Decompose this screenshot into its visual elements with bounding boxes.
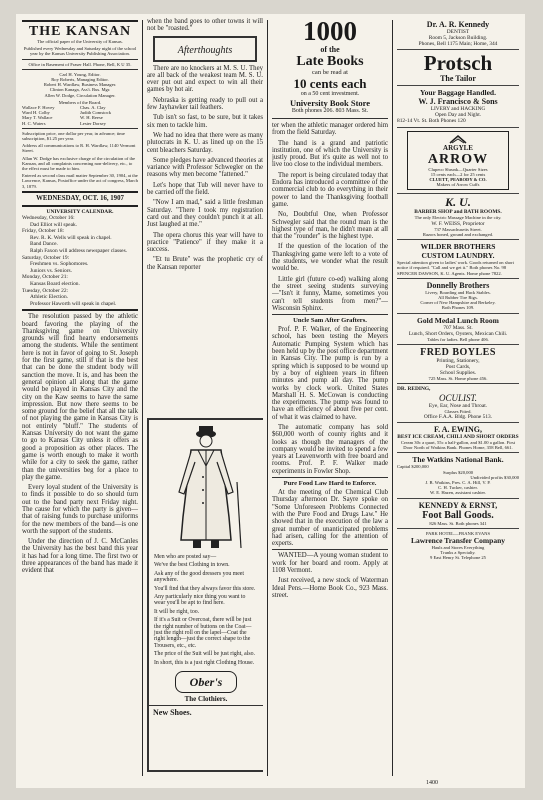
staff-3: Clinton Kanaga, Ass't. Bus. Mgr. [49,87,111,93]
boyles-line: Printing, Stationery, [436,357,480,364]
ewing-line: BEST ICE CREAM, CHILI AND SHORT ORDERS [397,433,519,440]
published-note: Published every Wednesday and Saturday night of the school year by the Kansas University Publishing Association. [23,46,137,57]
afterthought-para: If the question of the location of the Thanksgiving game were left to a vote of the students, we wonder what the result would be. [272,243,388,273]
headline-pure-food: Pure Food Law Hard to Enforce. [283,480,377,488]
ad-line: on a 50 cent investment. [300,91,360,97]
board-member: Ward H. Colby [22,110,50,116]
column-rule [142,20,143,776]
calendar-title: UNIVERSITY CALENDAR. [46,208,114,215]
obers-ad [147,418,263,772]
livery-line: LIVERY and HACKING [430,106,486,113]
ku-logo: K. U. [445,195,471,210]
staff-2: Robert H. Wardlaw, Business Manager. [43,82,117,88]
reding-line: Eye, Ear, Nose and Throat. [428,402,488,409]
watkins-surplus: Surplus $20,000 [442,469,474,475]
circulation-notice: Allan W. Dodge has exclusive charge of the circulation of the Kansan, and all complaints concerning non-delivery, etc., to the effect must be made to him. [22,155,136,172]
dentist-title: DENTIST [446,29,470,35]
donnelly-name: Donnelly Brothers [426,280,490,290]
ad-line: 10 cents each [293,76,367,91]
arrow-box [407,131,509,191]
transfer-phone: 9 East Henry St. Telephone 25 [430,555,486,561]
article-pure-food: At the meeting of the Chemical Club Thursday afternoon Dr. Sayre spoke on "Some Unforeseen Problems Connected with the Pure Food and Drugs Law." He showed that in the execution of the law a great number of unanticipated problems had arisen, calling for the attention of experts. [272,489,388,548]
editorial-band-party: Every loyal student of the University is to finds it possible to do so should turn out to the band party next Friday night. The cause for which the party is given—that of raising funds to purchase uniforms for the new members of the band—is one worth the support of the students. [22,484,138,535]
watkins-assistant: W. E. Hazen, assistant cashier. [430,490,486,496]
watkins-name: The Watkins National Bank. [412,455,504,465]
store-phone: Both phones 206. 803 Mass. St. [291,108,369,114]
afterthought-para: The hand is a grand and patriotic institution, one of which the University is justly proud. But it's quite as well not to live too close to the individual members. [272,139,388,169]
calendar-list [22,215,138,307]
pens-notice: Just received, a new stock of Waterman Ideal Pens.—Home Book Co., 923 Mass. street. [272,577,388,599]
calendar-entry: Athletic Election. [30,294,69,301]
board-member: Mary T. Wallace [22,115,53,121]
afterthought-para: Let's hope that Tub will never have to be carried off the field. [147,181,263,197]
gold-medal-ad [397,314,519,345]
boyles-line: Post Cards, [445,364,471,371]
store-name: University Book Store [289,98,371,108]
transfer-line: Hauls and Stores Everything [431,545,485,551]
laundry-title: CUSTOM LAUNDRY. [421,251,495,261]
afterthought-para: There are no knockers at M. S. U. They are all back of the weakest team M. S. U. ever put out and expect to win all their games by hot air. [147,64,263,94]
newspaper-page [16,14,525,788]
article-grafters: Prof. P. F. Walker, of the Engineering school, has been testing the Meyers Automatic Pumping System which has been held up by the post office department in Kansas City. The pump is run by a spring which is supposed to be wound up by a boy of eighteen years in fifteen minutes and pump all day. The pump works by clock work. United States Marshall H. S. McCowan is conducting the experiments. The pump was found to have an efficiency of about five per cent. of what it was claimed to have. [272,326,388,421]
issue-date: WEDNESDAY, OCT. 16, 1907 [36,194,124,202]
calendar-entry: Rev. R. K. Wells will speak in chapel. [30,234,112,241]
calendar-entry: Freshmen vs. Sophomores. [30,261,89,268]
reding-name: DR. REDING, [397,386,431,393]
ad-line: You'll find that they always favor this store. [154,585,256,592]
calendar-entry: Monday, October 21: [22,274,68,281]
boyles-phone: 725 Mass. St. Home phone 456. [428,376,488,382]
masthead-subtitle: The official paper of the University of Kansas. [37,39,123,44]
arrow-brand: ARROW [427,151,489,167]
masthead: THE KANSAN [28,24,132,39]
protsch-ad [397,50,519,86]
ad-copy [149,552,263,668]
livery-phone: 812-14 Vt. St. Both Phones 120 [397,118,466,125]
top-rule [22,20,138,22]
board-member: Chas. A. Clay [80,105,106,111]
dentist-phone: Phones, Bell 1175 Main; Home, 344 [418,41,498,48]
calendar-entry: Ralph Faxon will address newspaper classes. [30,247,128,254]
oculist-label: OCULIST. [438,392,478,403]
ad-line: It will be right, too. [154,608,200,615]
calendar-entry: Dad Elliot will speak. [30,221,78,228]
column-rule [267,20,268,776]
transfer-line: Trunks a Specialty. [440,550,476,556]
article-grafters-2: The automatic company has sold $60,000 worth of county rights and it looks as though the managers of the company would be invited to spend a few years at Leavenworth with free board and rooms. Prof. P. F. Walker made experiments in Fowler Shop. [272,423,388,475]
column-rule [392,20,393,776]
transfer-names: PARK HOTEL—FRANK EVANS [425,530,491,536]
afterthought-para: Some pledges have advanced theories at variance with Professor Schwegler on the reasons why men become "fattened." [147,156,263,179]
afterthought-para: We had no idea that there were as many plutocrats in K. U. as lined up on the 15 cent bleachers Saturday. [147,131,263,154]
ad-line: Late Books [296,54,364,69]
collar-icon [448,134,468,144]
boyles-line: School Supplies. [439,370,477,377]
ad-line: Ask any of the good dressers you meet anywhere. [154,570,244,584]
staff-1: Roy Roberts, Managing Editor. [51,77,109,83]
watkins-officers: J. B. Watkins, Pres. C. A. Hill, V. P. [425,480,491,486]
new-shoes: New Shoes. [153,708,192,718]
board-title: Members of the Board. [58,99,102,105]
ewing-details: Cream 30c a quart, 55c a half-gallon, and $1.00 a gallon. First Door North of Watkins Bank. Phones Home, 358 Bell, 661. [400,440,516,451]
wilder-brothers: WILDER BROTHERS [420,242,496,252]
reding-ad [397,384,519,422]
calendar-entry: Kansas Board election. [30,280,80,287]
afterthought-para: Tub isn't so fast, to be sure, but it takes six men to tackle him. [147,114,263,129]
boyles-ad [397,345,519,384]
calendar-entry: Band Dance. [30,241,58,248]
page-number: 1400 [426,779,438,786]
calendar-entry: Saturday, October 19: [22,254,70,261]
boyles-name: FRED BOYLES [420,346,496,358]
watkins-capital: Capital $200,000 [397,464,429,470]
barber-line: The only Electric Massage Machine in the city. [414,215,502,221]
reding-office: Office F.A.A. Bldg. Phone 513. [423,413,493,420]
arrow-maker-2: Makers of Arrow Cuffs [436,182,480,188]
gold-medal-name: Gold Medal Lunch Room [417,315,499,325]
donnelly-line: Both Phones 109. [441,305,475,311]
ad-line: can be read at [312,69,348,76]
office-note: Office in Basement of Fraser Hall. Phone, Bell, K U 35. [28,61,132,67]
ad-line: If it's a Suit or Overcoat, there will be just the right number of buttons on the Coat—just the right roll on the lapel—Coat the right length—just the correct shape to the Trousers, etc., etc. [154,617,252,649]
address-note: Address all communications to R. H. Wardlaw, 1140 Vermont Street. [22,143,136,154]
overcoat-man-illustration [151,422,261,552]
dentist-address: Room 5, Jackson Building. [428,35,488,42]
afterthought-para: Nebraska is getting ready to pull out a few Jayhawker tail feathers. [147,96,263,112]
calendar-entry: Wednesday, October 16: [22,214,75,221]
entered-note: Entered as second class mail matter September 30, 1904, at the Lawrence, Kansas, Postoffice under the act of congress, March 3, 1879. [22,173,138,189]
protsch-name: Protsch [423,51,493,76]
donnelly-line: Livery, Boarding and Hack Stables. [425,289,491,295]
column-4-ads [397,18,519,778]
football-goods: Foot Ball Goods. [422,509,494,521]
livery-ad [397,86,519,127]
ad-line: The price of the Suit will be just right, also. [154,651,255,658]
subscription-note: Subscription price, one dollar per year, in advance; time subscription, $1.25 per year. [22,130,125,142]
laundry-ad [397,240,519,279]
book-store-ad [272,18,388,119]
barber-razors: Razors honed, ground and exchanged. [422,231,494,237]
argyle-label: ARGYLE [443,143,473,152]
barber-address: 737 Massachusetts Street. [434,226,482,232]
ad-line: Men who are posted say— [154,554,217,560]
calendar-entry: Juniors vs. Seniors. [30,267,72,274]
column-3 [272,18,388,778]
donnelly-line: All Rubber Tire Rigs. [438,294,478,300]
board-member: Lester Dorsey [80,120,106,126]
editorial-thanksgiving: The resolution passed by the athletic board favoring the playing of the Thanksgiving game on University grounds will find hearty endorsements among the students. While the sentiment here is not in favor of going to St. Joseph for the first game, still if that is the best that can be done the student body will sanction the move. It is, and has been the general opinion all along that the game would be played in Kansas City and the city on the Kaw seems to have the same impression. But now there seems to be some ground for the belief that all the talk of not playing the game in Kansas City is not entirely "bluff." The students of Kansas University do not want the game to go to Kansas City unless it offers as good a proposition as other places. The game is worth enough to make it worth while for a city to seek the game, rather than the universities beg for a place to play the game. [22,313,138,481]
open-line: Open Day and Night. [434,112,482,119]
reding-line: Glasses Fitted. [444,408,472,414]
watkins-cashier: C. H. Tucker, cashier. [438,485,478,491]
afterthought-para: ter when the athletic manager ordered him from the field Saturday. [272,122,388,137]
gold-medal-address: 707 Mass. St. [443,324,473,331]
baggage-line: Your Baggage Handled. [420,88,496,98]
continued-text: when the band goes to other towns it will not be "roasted." [147,18,263,33]
afterthought-para: Little girl (future co-ed) walking along the street seeing students surveying—"Isn't it funny, Mame, sometimes you can't tell students from men?"—Wisconsin Sphinx. [272,275,388,312]
barber-title: BARBER SHOP and BATH ROOMS. [414,209,502,216]
ad-line: In short, this is a just right Clothing House. [154,659,255,666]
dentist-name: Dr. A. R. Kennedy [426,20,490,29]
barber-proprietor: W. F. WEISS, Proprietor [431,220,485,227]
column-2 [147,18,263,778]
calendar-entry: Friday, October 18: [22,228,65,235]
kennedy-dentist-ad [397,18,519,50]
calendar-entry: Professor Haworth will speak in chapel. [30,300,117,307]
kennedy-ernst-phone: 826 Mass. St. Both phones 341 [429,520,487,526]
editorial-band: Under the direction of J. C. McCanles the University has the best band this year it has had for a long time. The first two or three appearances of the band has made it evident that [22,538,138,575]
ad-line: of the [320,45,340,54]
wanted-notice: WANTED—A young woman student to work for her board and room. Apply at 1108 Vermont. [272,552,388,575]
gold-medal-phone: Tables for ladies. Bell phone 406. [427,336,489,342]
board-member: Judith Comstock [80,110,112,116]
board-grid [22,105,138,126]
afterthoughts-title: Afterthoughts [177,44,233,56]
transfer-ad [397,529,519,563]
afterthoughts-heading [153,36,257,62]
staff-4: Allen W. Dodge, Circulation Manager. [44,92,116,98]
arrow-subtitle: Clupeco Shrunk—Quarter Sizes [428,166,488,172]
editor-line: Carl H. Young, Editor. [59,71,101,77]
laundry-text: Special attention given to ladies' work. Goods returned on short notice if required. "Call and we get it." Both phones No. 98 SPENCER DAWSON, K. U. Agents. Home phone 7822. [397,260,514,276]
afterthought-para: "Et tu Brute" was the prophetic cry of the Kansan reporter [147,256,263,271]
arrow-collar-ad [397,128,519,195]
kennedy-ernst-name: KENNEDY & ERNST, [418,500,498,510]
headline-grafters: Uncle Sam After Grafters. [293,317,367,325]
obers-brand: Ober's [189,675,223,690]
watkins-bank-ad [397,453,519,498]
watkins-profits: Undivided profits $30,000 [470,474,519,480]
donnelly-line: Corner of New Hampshire and Berkeley. [420,300,496,306]
barber-ad [397,194,519,240]
gold-medal-menu: Lunch, Short Orders, Oysters, Mexican Chili. [408,330,508,337]
ad-line: We've the best Clothing in town. [154,562,230,569]
afterthought-para: "Now I am mad," said a little freshman Saturday. "There I took my registration card out and they couldn't punch it at all. Just laughed at me." [147,199,263,229]
arrow-maker: CLUETT, PEABODY & CO. [429,176,487,182]
protsch-subtitle: The Tailor [440,74,476,84]
board-member: H. C. Waters [22,120,46,126]
afterthought-para: No, Doubtful One, when Professor Schwegler said that the round man is the highest type of man, he didn't mean at all that the "rounder" is the highest type. [272,211,388,241]
francisco-sons: W. J. Francisco & Sons [418,97,498,107]
donnelly-ad [397,279,519,314]
kennedy-ernst-ad [397,499,519,529]
obers-subtitle: The Clothiers. [184,695,228,704]
afterthought-para: The report is being circulated today that Endora has introduced a committee of the commercial club to do everything in their power to land the Thanksgiving football game. [272,171,388,208]
ewing-name: F. A. EWING, [434,424,482,434]
board-member: W. H. Reese [80,115,103,121]
ad-line: Any particularly nice thing you want to wear you'll be apt to find here. [154,594,246,607]
afterthought-para: The opera chorus this year will have to practice "Patience" if they make it a success. [147,231,263,254]
ewing-ad [397,423,519,454]
calendar-entry: Tuesday, October 22: [22,287,69,294]
obers-logo [175,671,237,693]
board-member: Wallace F. Hovey [22,105,55,111]
transfer-name: Lawrence Transfer Company [410,536,506,546]
column-1 [22,18,138,778]
arrow-price: 15 cents each—2 for 25 cents [430,171,486,177]
ad-big-number: 1000 [303,18,357,46]
